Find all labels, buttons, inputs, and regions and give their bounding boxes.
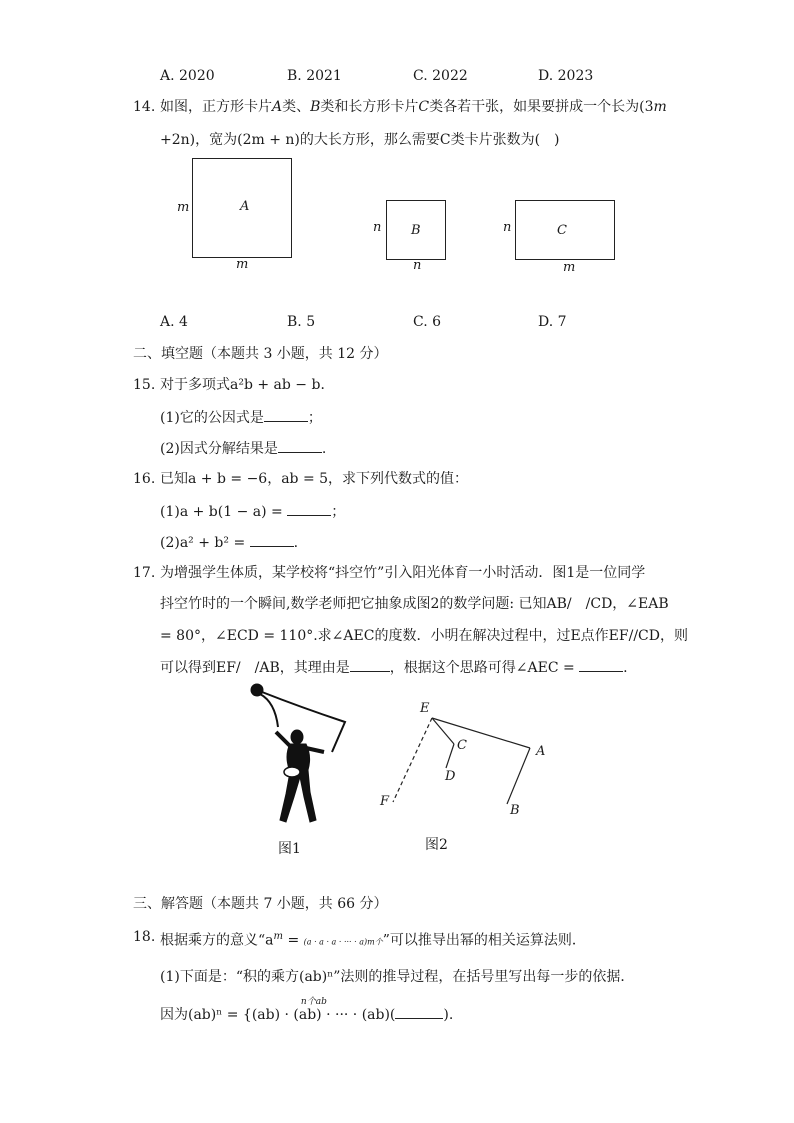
segment-ef-dashed — [393, 718, 432, 802]
q14-line1: 如图，正方形卡片A类、B类和长方形卡片C类各若干张，如果要拼成一个长为(3m — [160, 99, 667, 115]
card-a-side-label: m — [177, 200, 190, 215]
card-a-label: A — [240, 199, 250, 214]
overbrace-label: n个ab — [300, 997, 327, 1007]
answer-blank[interactable] — [395, 1005, 443, 1019]
card-a-bottom-label: m — [236, 257, 249, 272]
q16-sub1: (1)a + b(1 − a) = ； — [160, 504, 346, 520]
q14-line2: +2n)，宽为(2m + n)的大长方形，那么需要C类卡片张数为( ) — [160, 132, 560, 148]
figure1-caption: 图1 — [278, 841, 301, 857]
q17-line2: 抖空竹时的一个瞬间,数学老师把它抽象成图2的数学问题: 已知AB/ /CD，∠EAB — [160, 596, 669, 612]
q14-option-c: C. 6 — [413, 314, 442, 330]
q18-line1: 根据乘方的意义“$a^m = (a \cdot a \cdot a$ · ··· · a)m个”可以推导出幂的相关运算法则． — [160, 931, 586, 949]
q14-option-d: D. 7 — [538, 314, 567, 330]
answer-blank[interactable] — [278, 439, 322, 453]
card-c-bottom-label: m — [563, 260, 576, 275]
figure2-caption: 图2 — [425, 837, 448, 853]
q14-number: 14. — [133, 99, 156, 115]
q16-number: 16. — [133, 471, 156, 487]
card-b-label: B — [411, 223, 421, 238]
q17-line4: 可以得到EF/ /AB，其理由是 ，根据这个思路可得∠AEC = . — [160, 660, 628, 676]
point-c-label: C — [457, 738, 467, 753]
card-c-side-label: n — [503, 220, 512, 235]
card-b-side-label: n — [373, 220, 382, 235]
point-f-label: F — [380, 794, 390, 809]
point-b-label: B — [510, 803, 520, 818]
q16-stem: 已知a + b = −6，ab = 5，求下列代数式的值： — [160, 471, 469, 487]
section2-title: 二、填空题（本题共 3 小题，共 12 分） — [133, 346, 388, 362]
q17-number: 17. — [133, 565, 156, 581]
point-d-label: D — [445, 769, 456, 784]
answer-blank[interactable] — [264, 408, 308, 422]
q13-option-b: B. 2021 — [287, 68, 342, 84]
answer-blank[interactable] — [287, 502, 331, 516]
segment-ea — [432, 718, 530, 748]
figure1-illustration — [240, 682, 360, 827]
segment-ab — [507, 748, 530, 804]
answer-blank[interactable] — [250, 533, 294, 547]
point-e-label: E — [420, 701, 430, 716]
card-b-bottom-label: n — [413, 258, 422, 273]
q14-option-a: A. 4 — [160, 314, 188, 330]
answer-blank[interactable] — [579, 658, 623, 672]
q15-stem: 对于多项式a²b + ab − b． — [160, 377, 335, 393]
q16-sub2: (2)a² + b² = . — [160, 535, 299, 551]
q17-line3: = 80°，∠ECD = 110°.求∠AEC的度数．小明在解决过程中，过E点作EF//CD，则 — [160, 628, 688, 644]
dancer-silhouette — [251, 684, 345, 822]
q17-line1: 为增强学生体质，某学校将“抖空竹”引入阳光体育一小时活动．图1是一位同学 — [160, 565, 646, 581]
q13-option-a: A. 2020 — [160, 68, 215, 84]
q18-sub1: (1)下面是：“积的乘方(ab)ⁿ”法则的推导过程，在括号里写出每一步的依据． — [160, 969, 635, 985]
q15-sub1: (1)它的公因式是 ； — [160, 410, 322, 426]
q13-option-c: C. 2022 — [413, 68, 468, 84]
q13-option-d: D. 2023 — [538, 68, 594, 84]
q15-sub2: (2)因式分解结果是 . — [160, 441, 327, 457]
q18-number: 18. — [133, 929, 156, 945]
figure2-geometry — [370, 696, 550, 826]
answer-blank[interactable] — [350, 658, 390, 672]
q14-option-b: B. 5 — [287, 314, 316, 330]
section3-title: 三、解答题（本题共 7 小题，共 66 分） — [133, 896, 388, 912]
q18-line-last: 因为(ab)ⁿ = n个ab {(ab) · (ab) · ··· · (ab)( ). — [160, 1005, 453, 1024]
segment-cd — [446, 744, 454, 768]
point-a-label: A — [536, 744, 546, 759]
card-c-label: C — [557, 223, 567, 238]
q15-number: 15. — [133, 377, 156, 393]
